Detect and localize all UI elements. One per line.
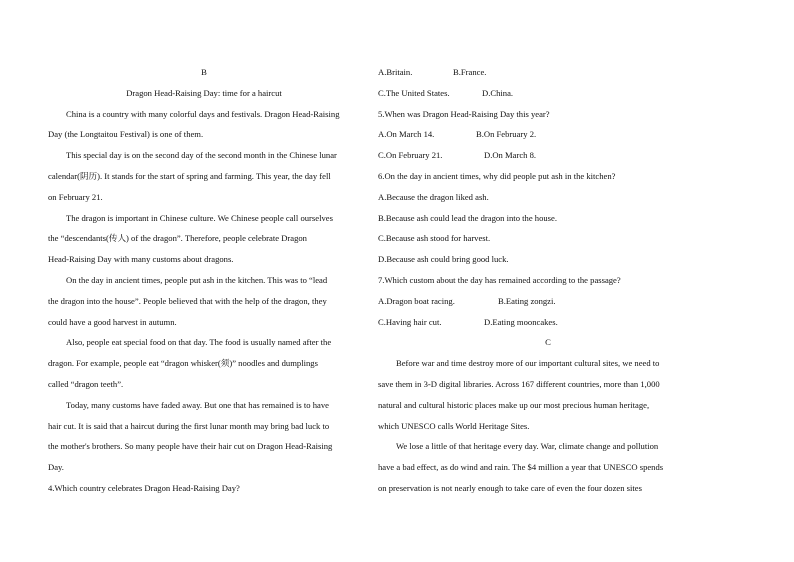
paragraph-line: could have a good harvest in autumn.	[48, 316, 177, 327]
question-4-options	[378, 83, 718, 104]
option-a: A.Dragon boat racing.	[378, 295, 455, 306]
question-7-options	[378, 291, 718, 312]
paragraph-line: Today, many customs have faded away. But one that has remained is to have	[66, 399, 329, 410]
option-c: C.Having hair cut.	[378, 316, 442, 327]
paragraph-line: On the day in ancient times, people put ash in the kitchen. This was to “lead	[66, 274, 328, 285]
paragraph-line: This special day is on the second day of the second month in the Chinese lunar	[66, 150, 337, 161]
option-a: A.Because the dragon liked ash.	[378, 191, 489, 202]
option-b: B.On February 2.	[476, 129, 537, 140]
paragraph-line: which UNESCO calls World Heritage Sites.	[378, 420, 530, 431]
section-c-label: C	[545, 337, 551, 348]
paragraph-line: Also, people eat special food on that day. The food is usually named after the	[66, 337, 332, 348]
option-a: A.On March 14.	[378, 129, 435, 140]
right-column	[378, 62, 718, 499]
paragraph-line: Day (the Longtaitou Festival) is one of them.	[48, 129, 204, 140]
option-b: B.Eating zongzi.	[498, 295, 556, 306]
paragraph-line: China is a country with many colorful days and festivals. Dragon Head-Raising	[66, 108, 340, 119]
paragraph-line: on February 21.	[48, 191, 103, 202]
question-6: 6.On the day in ancient times, why did people put ash in the kitchen?	[378, 170, 616, 181]
paragraph-line: Before war and time destroy more of our important cultural sites, we need to	[396, 358, 660, 369]
passage-b-title: Dragon Head-Raising Day: time for a haircut	[126, 87, 282, 98]
question-5-options	[378, 145, 718, 166]
option-c: C.The United States.	[378, 87, 450, 98]
paragraph-line: hair cut. It is said that a haircut during the first lunar month may bring bad luck to	[48, 420, 330, 431]
question-5: 5.When was Dragon Head-Raising Day this year?	[378, 108, 550, 119]
paragraph-line: natural and cultural historic places make up our most precious human heritage,	[378, 399, 650, 410]
paragraph-line: have a bad effect, as do wind and rain. The $4 million a year that UNESCO spends	[378, 462, 664, 473]
option-b: B.Because ash could lead the dragon into the house.	[378, 212, 557, 223]
paragraph-line: on preservation is not nearly enough to take care of even the four dozen sites	[378, 482, 642, 493]
paragraph-line: the mother's brothers. So many people have their hair cut on Dragon Head-Raising	[48, 441, 333, 452]
question-5-options	[378, 124, 718, 145]
question-7-options	[378, 312, 718, 333]
option-c: C.On February 21.	[378, 150, 443, 161]
paragraph-line: save them in 3-D digital libraries. Across 167 different countries, more than 1,000	[378, 378, 660, 389]
option-a: A.Britain.	[378, 67, 413, 77]
section-b-label: B	[201, 67, 207, 77]
option-d: D.China.	[482, 87, 514, 98]
paragraph-line: the dragon into the house”. People believed that with the help of the dragon, they	[48, 295, 327, 306]
paragraph-line: called “dragon teeth”.	[48, 378, 124, 389]
paragraph-line: We lose a little of that heritage every day. War, climate change and pollution	[396, 441, 659, 452]
option-d: D.On March 8.	[484, 150, 537, 161]
paragraph-line: calendar(阴历). It stands for the start of spring and farming. This year, the day fell	[48, 170, 331, 181]
option-c: C.Because ash stood for harvest.	[378, 233, 491, 244]
left-column	[48, 62, 360, 499]
paragraph-line: The dragon is important in Chinese culture. We Chinese people call ourselves	[66, 212, 333, 223]
paragraph-line: Day.	[48, 462, 64, 473]
option-d: D.Because ash could bring good luck.	[378, 254, 509, 265]
option-d: D.Eating mooncakes.	[484, 316, 558, 327]
question-4-options	[378, 62, 718, 83]
question-7: 7.Which custom about the day has remained according to the passage?	[378, 274, 621, 285]
option-b: B.France.	[453, 67, 487, 77]
question-4: 4.Which country celebrates Dragon Head-Raising Day?	[48, 482, 240, 493]
paragraph-line: the “descendants(传人) of the dragon”. Therefore, people celebrate Dragon	[48, 233, 307, 244]
paragraph-line: Head-Raising Day with many customs about dragons.	[48, 254, 234, 265]
paragraph-line: dragon. For example, people eat “dragon whisker(须)” noodles and dumplings	[48, 358, 318, 369]
